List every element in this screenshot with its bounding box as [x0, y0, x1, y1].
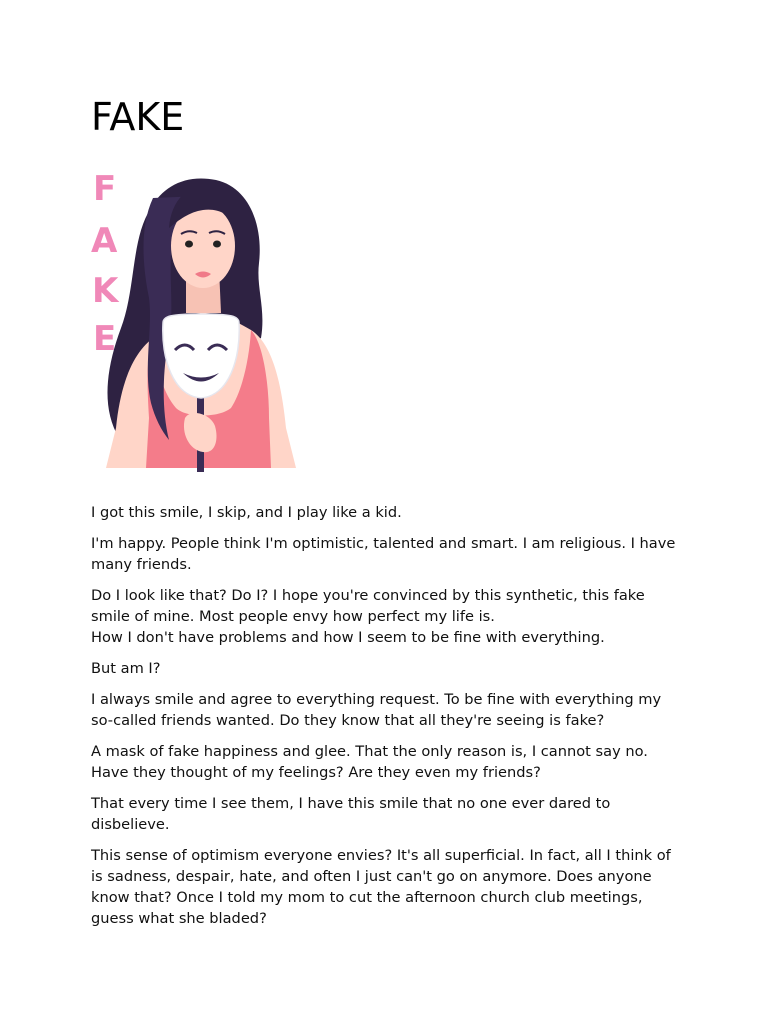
fake-lettering — [91, 169, 120, 359]
paragraph: But am I? — [91, 660, 161, 677]
paragraph: Do I look like that? Do I? I hope you're convinced by this synthetic, this fake smile of mine. Most people envy how perfect my life is. How I don't have problems and how I seem to be fine with everything. — [91, 587, 645, 646]
right-eye — [213, 241, 221, 248]
lettering-k: K — [92, 271, 119, 311]
paragraph: I got this smile, I skip, and I play like a kid. — [91, 504, 402, 521]
left-eye — [185, 241, 193, 248]
paragraph: I'm happy. People think I'm optimistic, talented and smart. I am religious. I have many friends. — [91, 535, 676, 573]
paragraph: A mask of fake happiness and glee. That the only reason is, I cannot say no. Have they thought of my feelings? Are they even my friends? — [91, 743, 648, 781]
lettering-f: F — [93, 169, 117, 209]
lettering-a: A — [91, 221, 118, 261]
page-title: FAKE — [91, 95, 185, 139]
paragraph: This sense of optimism everyone envies? It's all superficial. In fact, all I think of is sadness, despair, hate, and often I just can't go on anymore. Does anyone know that? Once I told my mom to cut the afternoon church club meetings, guess what she bladed? — [91, 847, 671, 927]
woman-holding-mask-illustration — [91, 168, 301, 472]
paragraph: I always smile and agree to everything request. To be fine with everything my so-called friends wanted. Do they know that all they're seeing is fake? — [91, 691, 662, 729]
body-text — [91, 502, 681, 939]
lettering-e: E — [93, 319, 117, 359]
paragraph: That every time I see them, I have this smile that no one ever dared to disbelieve. — [91, 795, 611, 833]
